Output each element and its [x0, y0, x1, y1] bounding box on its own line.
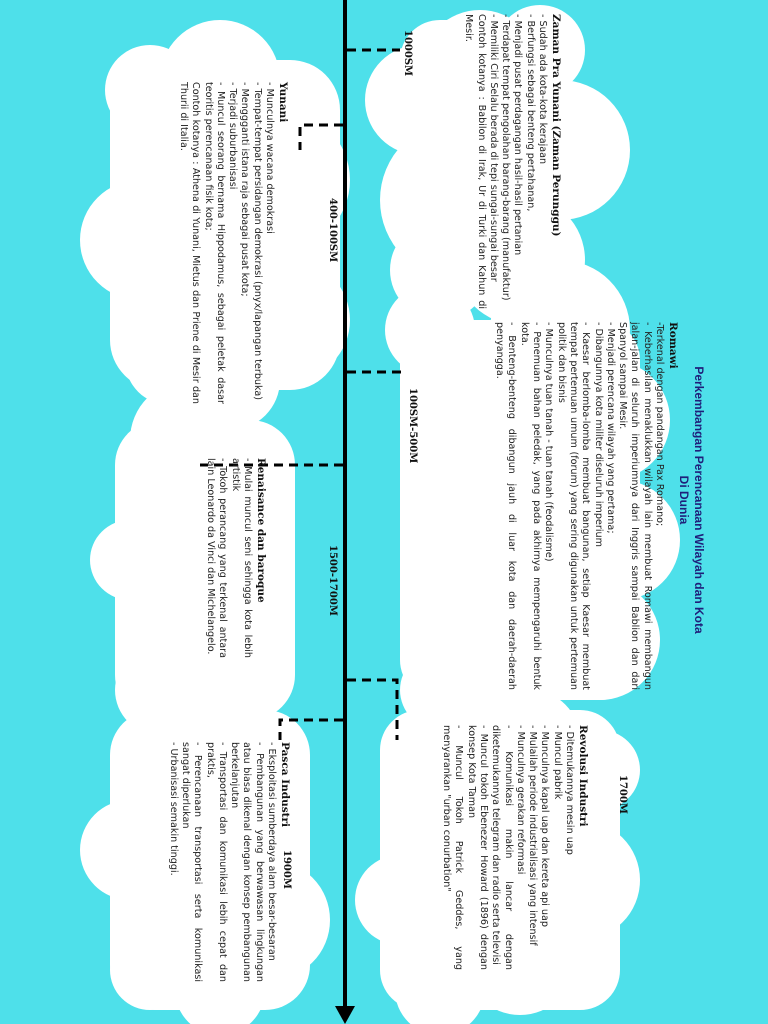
era-line: - Urbanisasi semakin tinggi. — [167, 742, 179, 876]
era-title: Pasca Industri — [279, 742, 291, 827]
era-pra-yunani — [462, 14, 563, 309]
era-title: Zaman Pra Yunani (Zaman Perunggu) — [550, 14, 562, 237]
era-line: - Munculnya wacana demokrasi — [264, 82, 275, 234]
era-line: - Terjadi suburbanisasi — [227, 82, 239, 190]
era-pasca — [166, 742, 292, 982]
era-line: Contoh kotanya : Athena di Yunani, Mietus dan Priene di Mesir dan Thurii di Italia. — [177, 82, 202, 404]
date-yunani: 400-100SM — [327, 198, 338, 263]
main-title-line2: Di Dunia — [677, 475, 691, 525]
era-line: - Perencanaan transportasi serta komunikasi sangat diperlukan — [179, 742, 204, 982]
era-renaisance — [204, 458, 268, 658]
era-line: - Muncul pabrik — [551, 725, 563, 800]
era-line: - Menjadi pusat perdagangan hasil-hasil pertanian — [512, 14, 524, 256]
date-revolusi: 1700M — [617, 775, 628, 814]
era-line: Contoh kotanya : Babilon di Irak, Ur di Turki dan Kahun di Mesir. — [463, 14, 487, 309]
era-line: - Benteng-benteng dibangun jauh di luar kota dan daerah-daerah penyangga. — [494, 322, 518, 690]
era-line: - Tempat-tempat persidangan demokrasi (pnyx/lapangan terbuka) — [251, 82, 263, 400]
date-romawi: 100SM-500M — [407, 388, 418, 464]
era-line: - Muncul seorang bernama Hippodamus, sebagai peletak dasar teoritis perencanaan fisik kota; — [202, 82, 226, 404]
era-line: - Penemuan bahan peledak, yang pada akhirnya mempengaruhi bentuk kota. — [518, 322, 543, 690]
date-pra-yunani: 1000SM — [402, 30, 413, 77]
era-title: Revolusi Industri — [577, 725, 589, 827]
era-title: Romawi — [667, 322, 679, 369]
era-revolusi — [440, 725, 590, 970]
era-line: - Munculnya tuan tanah - tuan tanah (feodalisme) — [543, 322, 555, 562]
era-line: - Memiliki Ciri Selalu berada di tepi sungai-sungai besar — [487, 14, 499, 282]
era-line: - Pembangunan yang berwawasan lingkungan atau biasa dikenal dengan konsep pembangunan berkelanjutan — [229, 742, 265, 982]
era-line: - Muncul tokoh Ebenezer Howard (1896) dengan konsep Kota Taman — [465, 725, 489, 970]
era-line: - Tokoh perancang yang terkenal antara lain Leonardo da Vinci dan Michelangelo. — [205, 458, 229, 658]
era-line: - Kaesar berlomba-lomba membuat bangunan, setiap Kaesar membuat tempat pertemuan umum (forum) yang sering digunakan untuk pertemuan politik dan bisnis — [555, 322, 592, 690]
era-line: - Menggganti istana raja sebagai pusat kota; — [239, 82, 251, 297]
era-line: -Terkenal dengan pandangan Pax Romano; — [654, 322, 665, 527]
era-line: - Muncul Tokoh Patrick Geddes, yang menyarankan "urban conurbation" — [441, 725, 465, 970]
era-line: - Menjadi perencana wilayah yang pertama; — [604, 322, 616, 534]
era-line: - Ditemukannya mesin uap — [564, 725, 575, 855]
era-line: - Keberhasilan menaklukkan wilayah lain membuat Romawi membangun jalan-jalan di seluruh imperiumnya dari Inggris sampai Bablion dan dari Spanyol sampai Mesir. — [617, 322, 653, 690]
era-title: Yunani — [277, 82, 289, 123]
main-title-line1: Perkembangan Perencanaan Wilayah dan Kota — [692, 366, 706, 634]
era-romawi — [493, 322, 680, 690]
era-line: - Terdapat tempat pengolahan barang-barang (manufaktur) — [500, 14, 512, 301]
era-line: - Munculnya gerakan reformasi — [514, 725, 526, 875]
era-line: - Eksploitasi sumberdaya alam besar-besaran — [266, 742, 277, 961]
main-title — [676, 320, 706, 680]
date-renaisance: 1500-1700M — [327, 545, 338, 616]
era-line: - Mulailah periode industrialisasi yang intensif — [527, 725, 539, 946]
era-title: Renaisance dan baroque — [255, 458, 267, 603]
era-line: - Munculnya kapal uap dan kereta api uap — [539, 725, 551, 927]
era-yunani — [177, 82, 290, 404]
era-line: - Komunikasi makin lancar dengan diketemukannya telegram dan radio serta televisi — [490, 725, 514, 970]
date-pasca: 1900M — [281, 850, 292, 889]
era-line: - Dibangunnya kota militer diseluruh imperium — [592, 322, 604, 547]
era-line: - Berfungsi sebagai benteng pertahanan, — [524, 14, 536, 212]
era-line: - Sudah ada kota-kota kerajaan — [537, 14, 548, 165]
era-line: - Mulai muncul seni sehingga kota lebih artistik — [229, 458, 253, 658]
era-line: - Transportasi dan komunikasi lebih cepat dan praktis, — [204, 742, 228, 982]
